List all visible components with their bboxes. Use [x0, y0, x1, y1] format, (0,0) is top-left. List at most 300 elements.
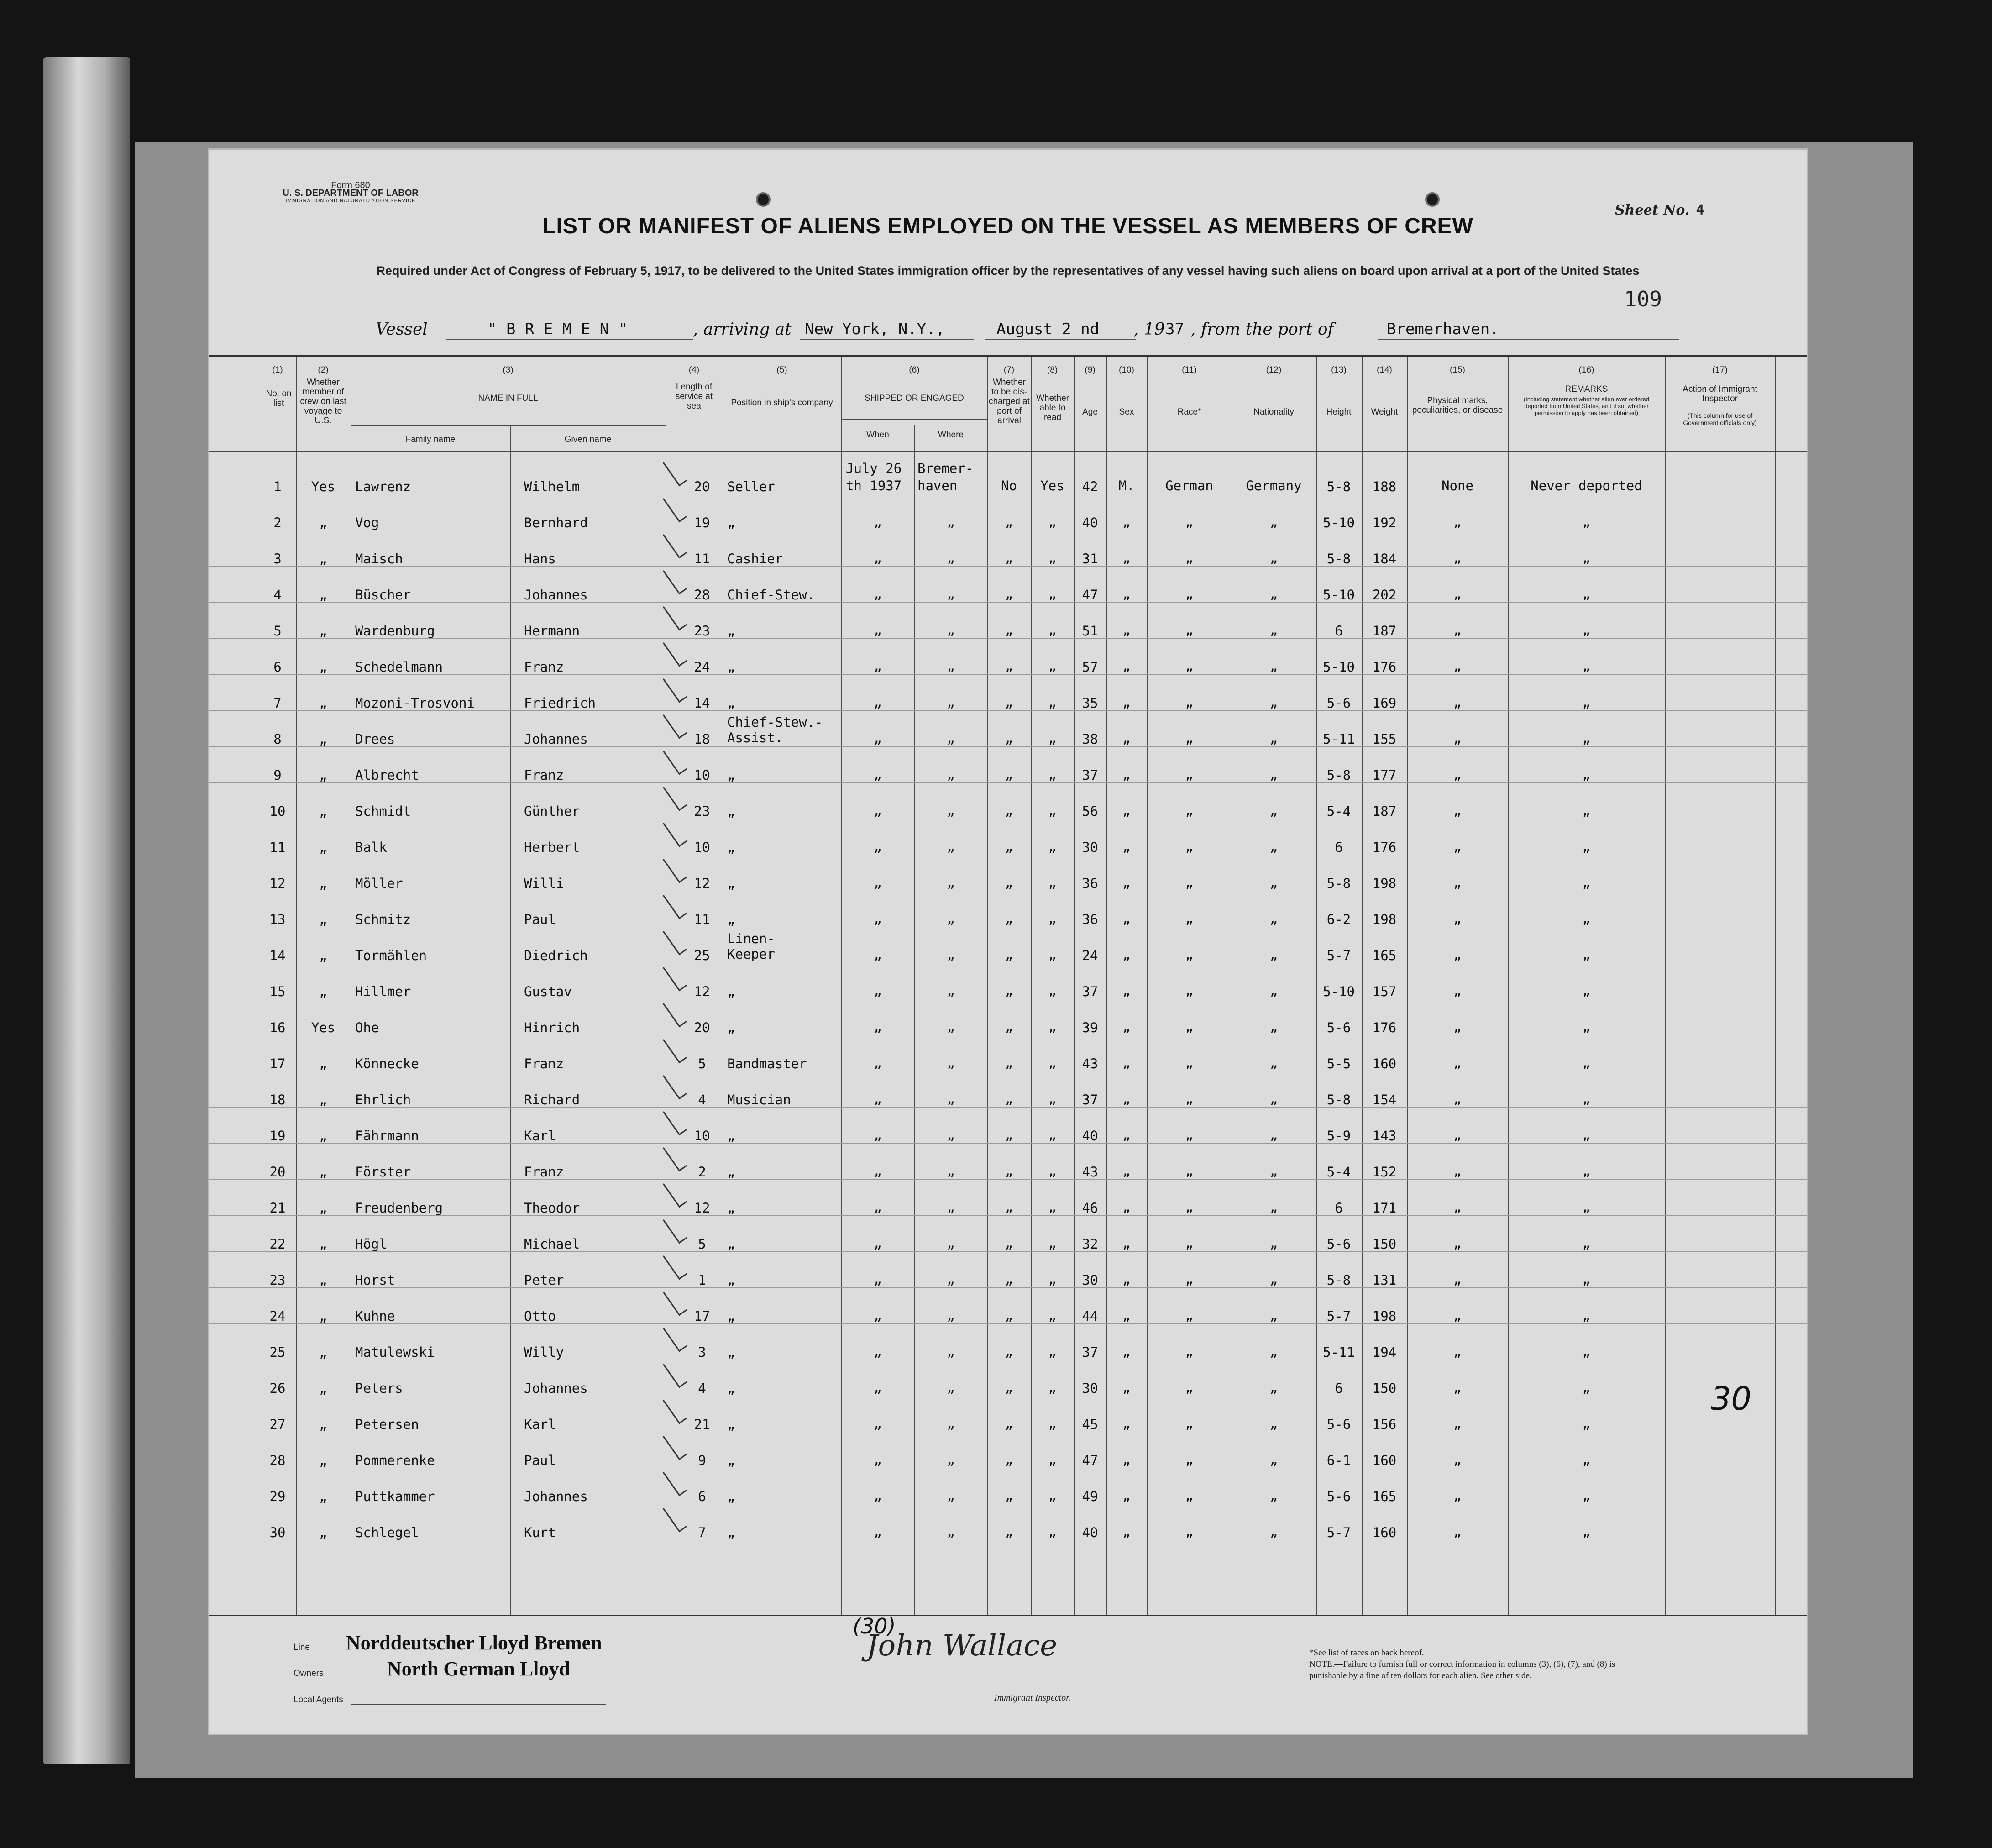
ditto-mark: „ [1122, 983, 1131, 998]
ditto-mark: „ [947, 730, 955, 746]
cell-given: Franz [524, 1164, 564, 1180]
cell-no: 13 [269, 912, 286, 927]
ditto-mark: „ [1185, 730, 1194, 746]
ditto-mark: „ [1048, 694, 1057, 710]
ditto-mark: „ [1005, 947, 1013, 962]
cell-given: Gustav [524, 984, 572, 999]
rule [800, 339, 974, 340]
col-num: (2) [318, 365, 329, 375]
ditto-mark: „ [1122, 1163, 1131, 1179]
header-no-on-list: No. on list [266, 389, 292, 408]
ditto-mark: „ [1048, 875, 1057, 890]
ditto-mark: „ [947, 947, 955, 962]
cell-family: Schmitz [355, 912, 411, 927]
ditto-mark: „ [947, 586, 955, 602]
cell-position: „ [727, 984, 735, 999]
ditto-mark: „ [1453, 1307, 1462, 1323]
ditto-mark: „ [1453, 1380, 1462, 1395]
cell-family: Freudenberg [355, 1200, 443, 1216]
cell-service: 11 [694, 912, 710, 927]
ditto-mark: „ [1453, 730, 1462, 746]
cell-age: 36 [1082, 876, 1098, 891]
ditto-mark: „ [1185, 1344, 1194, 1359]
ditto-mark: „ [1453, 1416, 1462, 1431]
cell-service: 24 [694, 659, 710, 675]
cell-height: 6 [1335, 1381, 1343, 1396]
header-where: Where [938, 430, 964, 440]
cell-no: 23 [269, 1272, 286, 1288]
cell-position: „ [727, 659, 735, 675]
cell-last: „ [319, 623, 327, 639]
col-num: (9) [1085, 365, 1096, 375]
cell-given: Wilhelm [524, 479, 580, 494]
ditto-mark: „ [1582, 947, 1591, 962]
ditto-mark: „ [1048, 1524, 1057, 1539]
ditto-mark: „ [1185, 1452, 1194, 1467]
cell-given: Hans [524, 551, 556, 567]
cell-service: 21 [694, 1417, 710, 1432]
ditto-mark: „ [1005, 766, 1013, 782]
line-label: Line [294, 1643, 310, 1652]
discharged-value: No [1001, 478, 1017, 493]
cell-height: 5-8 [1326, 876, 1351, 891]
ditto-mark: „ [874, 766, 882, 782]
cell-given: Richard [524, 1092, 580, 1108]
header-race: Race* [1177, 407, 1201, 417]
ditto-mark: „ [1005, 1416, 1013, 1431]
cell-age: 51 [1082, 623, 1098, 639]
cell-service: 14 [694, 695, 710, 711]
cell-given: Kurt [524, 1525, 556, 1540]
cell-position: Cashier [727, 551, 783, 567]
footnote [1309, 1647, 1638, 1681]
ditto-mark: „ [1122, 1452, 1131, 1467]
ditto-mark: „ [947, 1452, 955, 1467]
ditto-mark: „ [1185, 803, 1194, 818]
cell-weight: 176 [1372, 659, 1397, 675]
cell-given: Franz [524, 659, 564, 675]
ditto-mark: „ [1453, 875, 1462, 890]
cell-position: Musician [727, 1092, 791, 1108]
ditto-mark: „ [874, 1199, 882, 1215]
ditto-mark: „ [947, 1344, 955, 1359]
cell-age: 36 [1082, 912, 1098, 927]
cell-position: „ [727, 912, 735, 927]
cell-age: 47 [1082, 587, 1098, 603]
ditto-mark: „ [1582, 1488, 1591, 1503]
col-line [1775, 357, 1776, 1615]
cell-position: „ [727, 1200, 735, 1216]
header-when: When [866, 430, 889, 440]
cell-height: 5-8 [1326, 551, 1351, 567]
ditto-mark: „ [1005, 550, 1013, 566]
rule [446, 339, 693, 340]
cell-service: 5 [698, 1056, 706, 1071]
header-physical-marks: Physical marks, peculiarities, or disease [1412, 396, 1503, 415]
ditto-mark: „ [1122, 550, 1131, 566]
ditto-mark: „ [1005, 1163, 1013, 1179]
ditto-mark: „ [1048, 1488, 1057, 1503]
ditto-mark: „ [1269, 550, 1278, 566]
ditto-mark: „ [1185, 550, 1194, 566]
ditto-mark: „ [947, 1488, 955, 1503]
ditto-mark: „ [1048, 1307, 1057, 1323]
cell-last: „ [319, 876, 327, 891]
cell-position: Seller [727, 479, 775, 494]
cell-family: Balk [355, 840, 387, 855]
ditto-mark: „ [1269, 1307, 1278, 1323]
ditto-mark: „ [1048, 1344, 1057, 1359]
ditto-mark: „ [1582, 1271, 1591, 1287]
ditto-mark: „ [1582, 1127, 1591, 1143]
ditto-mark: „ [1453, 1091, 1462, 1107]
cell-weight: 165 [1372, 1489, 1397, 1504]
ditto-mark: „ [947, 1416, 955, 1431]
cell-weight: 165 [1372, 948, 1397, 963]
cell-height: 5-9 [1326, 1128, 1351, 1144]
shipped-subheader-line [841, 419, 987, 420]
ditto-mark: „ [1185, 766, 1194, 782]
col-num: (4) [688, 365, 700, 375]
col-num: (10) [1119, 365, 1134, 375]
cell-position: „ [727, 695, 735, 711]
ditto-mark: „ [1122, 766, 1131, 782]
cell-height: 5-5 [1326, 1056, 1351, 1071]
sheet-label: Sheet No. [1615, 202, 1690, 218]
cell-given: Willi [524, 876, 564, 891]
cell-position: „ [727, 876, 735, 891]
ditto-mark: „ [1122, 1416, 1131, 1431]
cell-height: 5-8 [1326, 767, 1351, 783]
cell-no: 22 [269, 1236, 286, 1252]
col-num: (16) [1578, 365, 1594, 375]
col-num: (11) [1182, 365, 1197, 375]
cell-no: 28 [269, 1453, 286, 1468]
cell-service: 3 [698, 1344, 706, 1360]
ditto-mark: „ [1048, 586, 1057, 602]
ditto-mark: „ [874, 694, 882, 710]
tally-mark: 30 [1711, 1380, 1752, 1418]
owners-value: North German Lloyd [387, 1658, 570, 1680]
cell-given: Franz [524, 767, 564, 783]
ditto-mark: „ [1122, 947, 1131, 962]
cell-height: 5-11 [1323, 1344, 1355, 1360]
cell-last: „ [319, 1381, 327, 1396]
cell-family: Möller [355, 876, 403, 891]
cell-given: Günther [524, 803, 580, 819]
ditto-mark: „ [1122, 586, 1131, 602]
cell-position: „ [727, 1525, 735, 1540]
ditto-mark: „ [1453, 1271, 1462, 1287]
ditto-mark: „ [1269, 1380, 1278, 1395]
ditto-mark: „ [947, 1199, 955, 1215]
cell-service: 18 [694, 731, 710, 747]
cell-no: 21 [269, 1200, 286, 1216]
col-num: (3) [503, 365, 514, 375]
ditto-mark: „ [1005, 803, 1013, 818]
ditto-mark: „ [1582, 1235, 1591, 1251]
ditto-mark: „ [1048, 1055, 1057, 1071]
cell-no: 29 [269, 1489, 286, 1504]
ditto-mark: „ [1185, 1524, 1194, 1539]
ditto-mark: „ [947, 1271, 955, 1287]
col-num: (8) [1047, 365, 1058, 375]
ditto-mark: „ [1453, 622, 1462, 638]
ditto-mark: „ [1005, 694, 1013, 710]
cell-service: 6 [698, 1489, 706, 1504]
cell-height: 5-10 [1323, 515, 1355, 530]
cell-weight: 156 [1372, 1417, 1397, 1432]
header-bottom-line [209, 451, 1807, 452]
race-value: German [1165, 478, 1213, 493]
cell-height: 5-7 [1326, 1525, 1351, 1540]
vessel-name: " B R E M E N " [488, 320, 628, 338]
ditto-mark: „ [1048, 1019, 1057, 1034]
ditto-mark: „ [1269, 803, 1278, 818]
cell-no: 15 [269, 984, 286, 999]
where-line-1: Bremer- [917, 461, 974, 476]
cell-last: „ [319, 767, 327, 783]
header-weight: Weight [1371, 407, 1398, 417]
cell-service: 12 [694, 984, 710, 999]
cell-given: Johannes [524, 1381, 588, 1396]
agents-rule [351, 1704, 606, 1705]
cell-family: Maisch [355, 551, 403, 567]
crew-table [209, 355, 1807, 1616]
cell-weight: 184 [1372, 551, 1397, 567]
rule [1378, 339, 1679, 340]
ditto-mark: „ [1185, 514, 1194, 530]
cell-family: Peters [355, 1381, 403, 1396]
cell-no: 7 [273, 695, 282, 711]
cell-last: „ [319, 587, 327, 603]
ditto-mark: „ [1582, 1380, 1591, 1395]
cell-weight: 157 [1372, 984, 1397, 999]
cell-weight: 202 [1372, 587, 1397, 603]
cell-age: 56 [1082, 803, 1098, 819]
cell-no: 20 [269, 1164, 286, 1180]
ditto-mark: „ [947, 1127, 955, 1143]
ditto-mark: „ [1269, 1524, 1278, 1539]
ditto-mark: „ [1185, 1488, 1194, 1503]
stamp-number: 109 [1624, 287, 1662, 311]
cell-family: Förster [355, 1164, 411, 1180]
ditto-mark: „ [1005, 1127, 1013, 1143]
ditto-mark: „ [947, 911, 955, 926]
cell-position: „ [727, 1236, 735, 1252]
ditto-mark: „ [1122, 911, 1131, 926]
cell-service: 20 [694, 479, 710, 494]
cell-age: 44 [1082, 1308, 1098, 1324]
form-block [273, 182, 428, 205]
cell-weight: 188 [1372, 479, 1397, 494]
ditto-mark: „ [947, 839, 955, 854]
cell-no: 17 [269, 1056, 286, 1071]
cell-age: 57 [1082, 659, 1098, 675]
cell-no: 3 [273, 551, 282, 567]
cell-age: 47 [1082, 1453, 1098, 1468]
ditto-mark: „ [1582, 1163, 1591, 1179]
cell-weight: 176 [1372, 1020, 1397, 1035]
ditto-mark: „ [1453, 514, 1462, 530]
cell-age: 39 [1082, 1020, 1098, 1035]
fastener-hole [1427, 194, 1438, 205]
cell-service: 5 [698, 1236, 706, 1252]
cell-age: 46 [1082, 1200, 1098, 1216]
col-num: (5) [776, 365, 787, 375]
line-value: Norddeutscher Lloyd Bremen [346, 1632, 602, 1654]
cell-weight: 187 [1372, 803, 1397, 819]
ditto-mark: „ [1185, 1199, 1194, 1215]
cell-last: „ [319, 803, 327, 819]
ditto-mark: „ [1582, 586, 1591, 602]
cell-last: „ [319, 1056, 327, 1071]
ditto-mark: „ [1005, 1307, 1013, 1323]
page-subtitle: Required under Act of Congress of February 5, 1917, to be delivered to the United States immigration officer by the representatives of any vessel having such aliens on board upon arrival at a port of the United States [376, 264, 1640, 278]
ditto-mark: „ [1122, 1271, 1131, 1287]
cell-family: Schmidt [355, 803, 411, 819]
header-given-name: Given name [564, 435, 612, 444]
cell-height: 5-10 [1323, 587, 1355, 603]
cell-position: „ [727, 1344, 735, 1360]
ditto-mark: „ [1453, 1163, 1462, 1179]
cell-weight: 187 [1372, 623, 1397, 639]
cell-height: 6 [1335, 840, 1343, 855]
cell-family: Högl [355, 1236, 387, 1252]
cell-weight: 169 [1372, 695, 1397, 711]
cell-weight: 160 [1372, 1056, 1397, 1071]
cell-weight: 198 [1372, 876, 1397, 891]
name-subheader-line [351, 425, 666, 426]
cell-weight: 177 [1372, 767, 1397, 783]
ditto-mark: „ [1269, 766, 1278, 782]
ditto-mark: „ [1582, 550, 1591, 566]
cell-no: 30 [269, 1525, 286, 1540]
ditto-mark: „ [1582, 1344, 1591, 1359]
ditto-mark: „ [947, 1235, 955, 1251]
ditto-mark: „ [874, 839, 882, 854]
cell-no: 14 [269, 948, 286, 963]
col-num: (1) [272, 365, 283, 375]
cell-no: 2 [273, 515, 282, 530]
cell-service: 1 [698, 1272, 706, 1288]
ditto-mark: „ [1582, 1524, 1591, 1539]
ditto-mark: „ [1048, 1416, 1057, 1431]
ditto-mark: „ [1005, 730, 1013, 746]
ditto-mark: „ [1122, 839, 1131, 854]
ditto-mark: „ [947, 983, 955, 998]
header-sex: Sex [1119, 407, 1134, 417]
cell-age: 35 [1082, 695, 1098, 711]
cell-weight: 155 [1372, 731, 1397, 747]
cell-last: „ [319, 515, 327, 530]
cell-given: Willy [524, 1344, 564, 1360]
cell-last: „ [319, 1272, 327, 1288]
ditto-mark: „ [1582, 1019, 1591, 1034]
ditto-mark: „ [1582, 514, 1591, 530]
header-position: Position in ship's company [731, 398, 833, 408]
cell-weight: 171 [1372, 1200, 1397, 1216]
service: IMMIGRATION AND NATURALIZATION SERVICE [285, 198, 416, 204]
ditto-mark: „ [1269, 1091, 1278, 1107]
ditto-mark: „ [1453, 1055, 1462, 1071]
cell-weight: 150 [1372, 1236, 1397, 1252]
cell-age: 40 [1082, 1525, 1098, 1540]
ditto-mark: „ [1453, 1452, 1462, 1467]
sex-value: M. [1118, 478, 1135, 493]
col-num: (17) [1712, 365, 1728, 375]
ditto-mark: „ [1122, 1524, 1131, 1539]
cell-service: 23 [694, 623, 710, 639]
cell-height: 6-1 [1326, 1453, 1351, 1468]
ditto-mark: „ [1122, 622, 1131, 638]
where-line-2: haven [917, 478, 958, 493]
cell-service: 12 [694, 1200, 710, 1216]
ditto-mark: „ [1122, 514, 1131, 530]
cell-weight: 160 [1372, 1453, 1397, 1468]
ditto-mark: „ [1185, 658, 1194, 674]
cell-last: „ [319, 948, 327, 963]
ditto-mark: „ [1453, 803, 1462, 818]
cell-family: Tormählen [355, 948, 427, 963]
sheet-value: 4 [1696, 202, 1704, 218]
cell-weight: 192 [1372, 515, 1397, 530]
cell-weight: 152 [1372, 1164, 1397, 1180]
ditto-mark: „ [1185, 1019, 1194, 1034]
ditto-mark: „ [874, 911, 882, 926]
ditto-mark: „ [1122, 1055, 1131, 1071]
ditto-mark: „ [1582, 803, 1591, 818]
ditto-mark: „ [874, 1452, 882, 1467]
cell-height: 5-8 [1326, 479, 1351, 494]
ditto-mark: „ [1048, 1091, 1057, 1107]
footer [209, 1627, 1807, 1732]
ditto-mark: „ [947, 550, 955, 566]
cell-age: 45 [1082, 1417, 1098, 1432]
ditto-mark: „ [874, 586, 882, 602]
ditto-mark: „ [1269, 983, 1278, 998]
ditto-mark: „ [1048, 803, 1057, 818]
ditto-mark: „ [1582, 658, 1591, 674]
ditto-mark: „ [1582, 1091, 1591, 1107]
ditto-mark: „ [1048, 1452, 1057, 1467]
cell-family: Wardenburg [355, 623, 435, 639]
cell-position: „ [727, 1164, 735, 1180]
cell-last: „ [319, 1344, 327, 1360]
cell-height: 5-6 [1326, 1236, 1351, 1252]
ditto-mark: „ [1269, 1452, 1278, 1467]
cell-weight: 160 [1372, 1525, 1397, 1540]
ditto-mark: „ [1582, 1452, 1591, 1467]
cell-last: „ [319, 1200, 327, 1216]
cell-no: 18 [269, 1092, 286, 1108]
ditto-mark: „ [1453, 1344, 1462, 1359]
cell-service: 2 [698, 1164, 706, 1180]
cell-height: 5-7 [1326, 948, 1351, 963]
cell-family: Vog [355, 515, 379, 530]
cell-family: Schlegel [355, 1525, 419, 1540]
cell-given: Peter [524, 1272, 564, 1288]
ditto-mark: „ [1453, 694, 1462, 710]
cell-family: Fährmann [355, 1128, 419, 1144]
ditto-mark: „ [1582, 839, 1591, 854]
ditto-mark: „ [1185, 947, 1194, 962]
ditto-mark: „ [947, 1524, 955, 1539]
ditto-mark: „ [1005, 1488, 1013, 1503]
header-name-in-full: NAME IN FULL [478, 394, 538, 403]
ditto-mark: „ [1453, 1235, 1462, 1251]
ditto-mark: „ [1185, 1091, 1194, 1107]
